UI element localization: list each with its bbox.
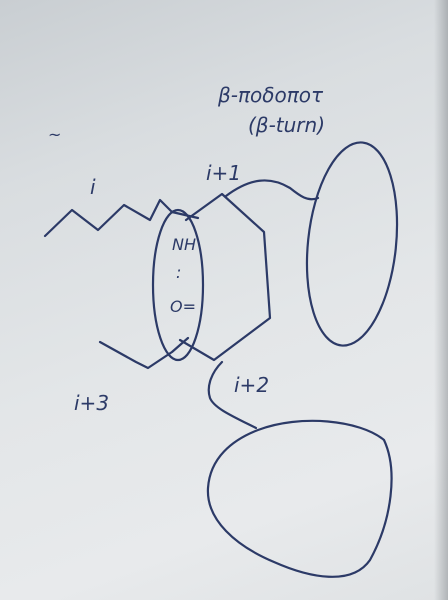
side-chain-blob-i-plus-1 <box>298 138 407 350</box>
backbone-residue-i <box>45 200 198 236</box>
residue-label-i: i <box>90 175 96 199</box>
title-line-2: (β-turn) <box>248 113 326 137</box>
backbone-turn-ring <box>180 194 270 360</box>
residue-label-i-plus-2: i+2 <box>234 373 270 397</box>
backbone-residue-i-plus-3 <box>100 338 188 368</box>
stray-mark: ~ <box>48 125 62 144</box>
hbond-co-label: O= <box>170 297 196 316</box>
hydrogen-bond-oval <box>153 210 203 360</box>
hbond-nh-label: NH <box>172 235 196 254</box>
hbond-dots-label: : <box>176 263 182 282</box>
residue-label-i-plus-1: i+1 <box>206 161 242 185</box>
side-chain-blob-i-plus-2 <box>208 421 392 577</box>
title-line-1: β-ποδοποτ <box>218 83 324 107</box>
residue-label-i-plus-3: i+3 <box>74 391 110 415</box>
